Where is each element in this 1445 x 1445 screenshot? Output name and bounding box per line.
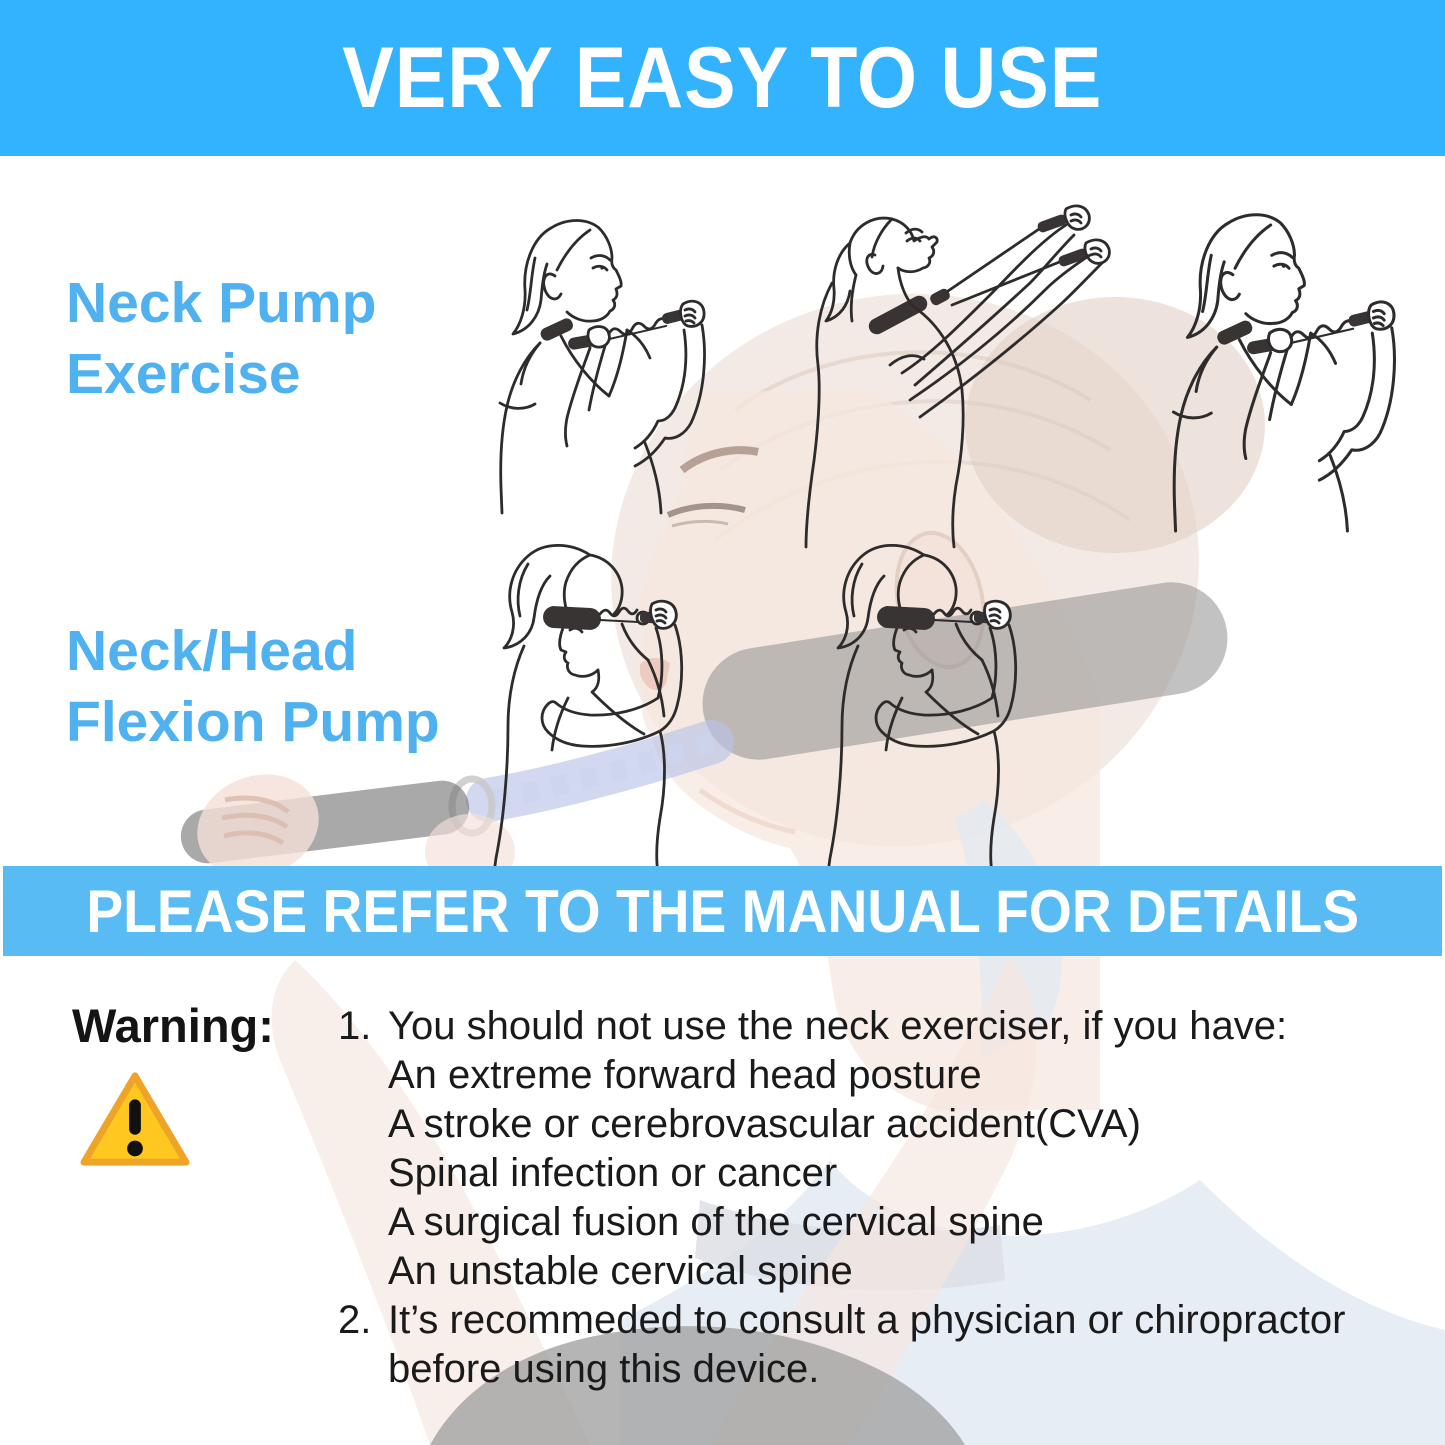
flexion-pump-figure-1 xyxy=(448,528,698,873)
neck-pump-figure-2 xyxy=(790,195,1140,550)
label-neck-head-flexion-pump: Neck/Head Flexion Pump xyxy=(66,619,440,754)
warning-item-2-lines: It’s recommeded to consult a physician or chiropractor before using this device. xyxy=(388,1298,1346,1391)
warning-item-1-number: 1. xyxy=(338,1004,372,1048)
ribbon-text: PLEASE REFER TO THE MANUAL FOR DETAILS xyxy=(86,877,1359,945)
label-neck-pump-exercise: Neck Pump Exercise xyxy=(66,271,377,406)
header-title: VERY EASY TO USE xyxy=(342,29,1103,126)
warning-item-2-number: 2. xyxy=(338,1298,372,1342)
warning-triangle-icon xyxy=(76,1066,194,1174)
warning-title: Warning: xyxy=(72,999,274,1052)
neck-pump-figure-3 xyxy=(1168,212,1395,531)
warning-item-1-lines: You should not use the neck exerciser, if you have: An extreme forward head posture A stroke or cerebrovascular accident(CVA) Spinal infection or cancer A surgical fusion of the cervical spine An unstable cervical spine xyxy=(388,1004,1288,1293)
ribbon-banner xyxy=(3,866,1442,956)
header-banner xyxy=(0,0,1445,156)
flexion-pump-figure-2 xyxy=(782,528,1032,873)
warning-item-1 xyxy=(338,1002,1428,1296)
warning-list xyxy=(338,1002,1428,1394)
neck-pump-figure-1 xyxy=(495,218,705,513)
warning-item-2 xyxy=(338,1296,1428,1394)
